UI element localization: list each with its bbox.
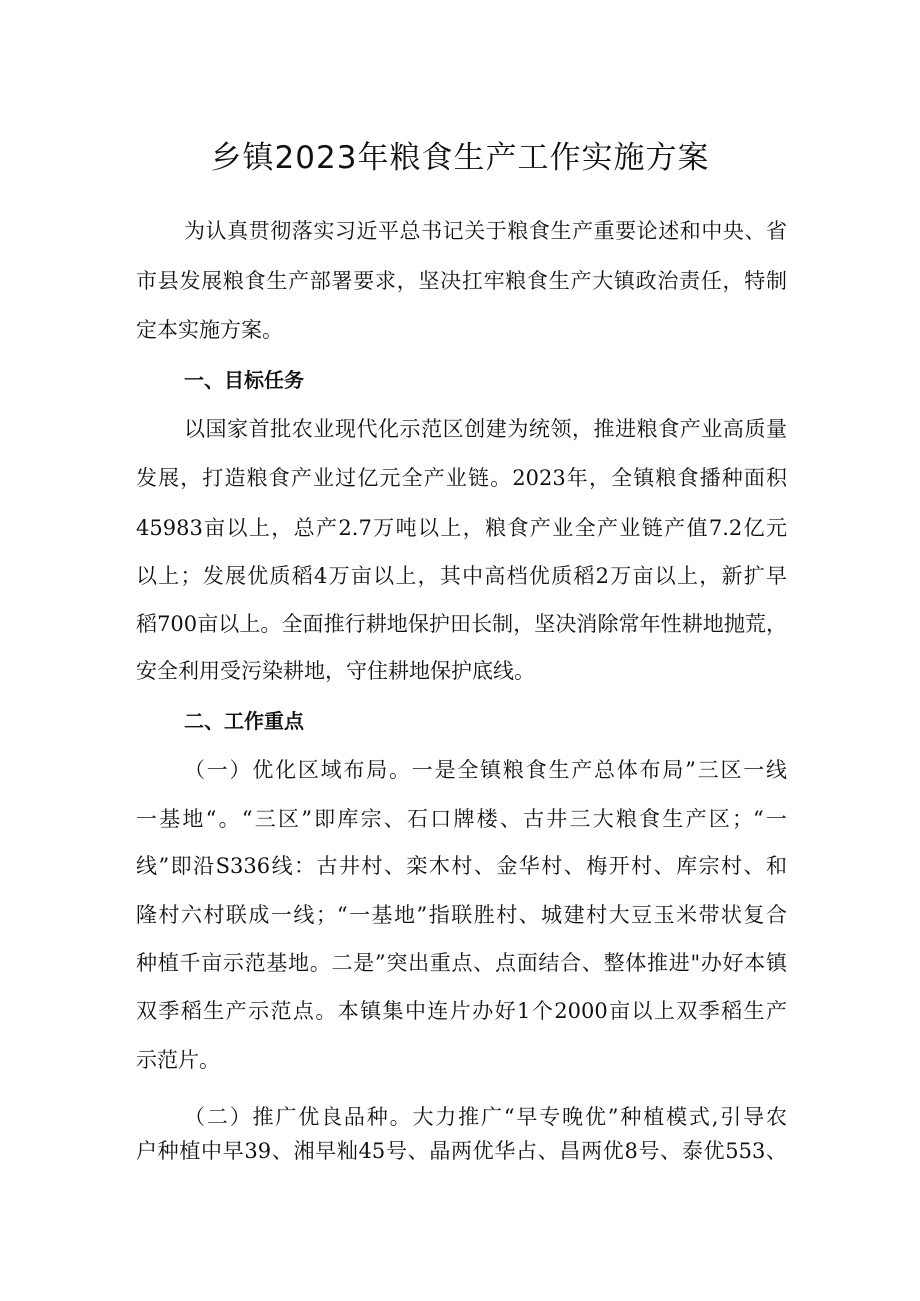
- paragraph-line: （一）优化区域布局。一是全镇粮食生产总体布局”三区一线: [184, 758, 787, 782]
- paragraph-line: 户种植中早39、湘早籼45号、晶两优华占、昌两优8号、泰优553、: [136, 1139, 787, 1163]
- section-heading-goals: 一、目标任务: [184, 368, 304, 392]
- paragraph-line: 45983亩以上，总产2.7万吨以上，粮食产业全产业链产值7.2亿元: [136, 516, 787, 540]
- paragraph-line: 种植千亩示范基地。二是”突出重点、点面结合、整体推进"办好本镇: [136, 951, 787, 975]
- paragraph-line: 线”即沿S336线：古井村、栾木村、金华村、梅开村、库宗村、和: [136, 854, 787, 878]
- intro-line: 为认真贯彻落实习近平总书记关于粮食生产重要论述和中央、省: [184, 219, 787, 243]
- paragraph-line: 发展，打造粮食产业过亿元全产业链。2023年，全镇粮食播种面积: [136, 466, 787, 490]
- document-title: 乡镇2023年粮食生产工作实施方案: [210, 140, 710, 176]
- paragraph-line: 示范片。: [136, 1048, 220, 1072]
- paragraph-line: （二）推广优良品种。大力推广“早专晚优”种植模式,引导农: [184, 1105, 787, 1129]
- intro-line: 市县发展粮食生产部署要求，坚决扛牢粮食生产大镇政治责任，特制: [136, 269, 787, 293]
- paragraph-line: 以国家首批农业现代化示范区创建为统领，推进粮食产业高质量: [184, 417, 787, 441]
- paragraph-line: 双季稻生产示范点。本镇集中连片办好1个2000亩以上双季稻生产: [136, 999, 787, 1023]
- section-heading-key-work: 二、工作重点: [184, 709, 304, 733]
- paragraph-line: 隆村六村联成一线；“一基地”指联胜村、城建村大豆玉米带状复合: [136, 903, 787, 927]
- paragraph-line: 安全利用受污染耕地，守住耕地保护底线。: [136, 659, 535, 683]
- paragraph-line: 一基地“。“三区”即库宗、石口牌楼、古井三大粮食生产区；“一: [136, 807, 787, 831]
- paragraph-line: 以上；发展优质稻4万亩以上，其中高档优质稻2万亩以上，新扩早: [136, 564, 787, 588]
- paragraph-line: 稻700亩以上。全面推行耕地保护田长制，坚决消除常年性耕地抛荒，: [136, 612, 787, 636]
- intro-line: 定本实施方案。: [136, 318, 283, 342]
